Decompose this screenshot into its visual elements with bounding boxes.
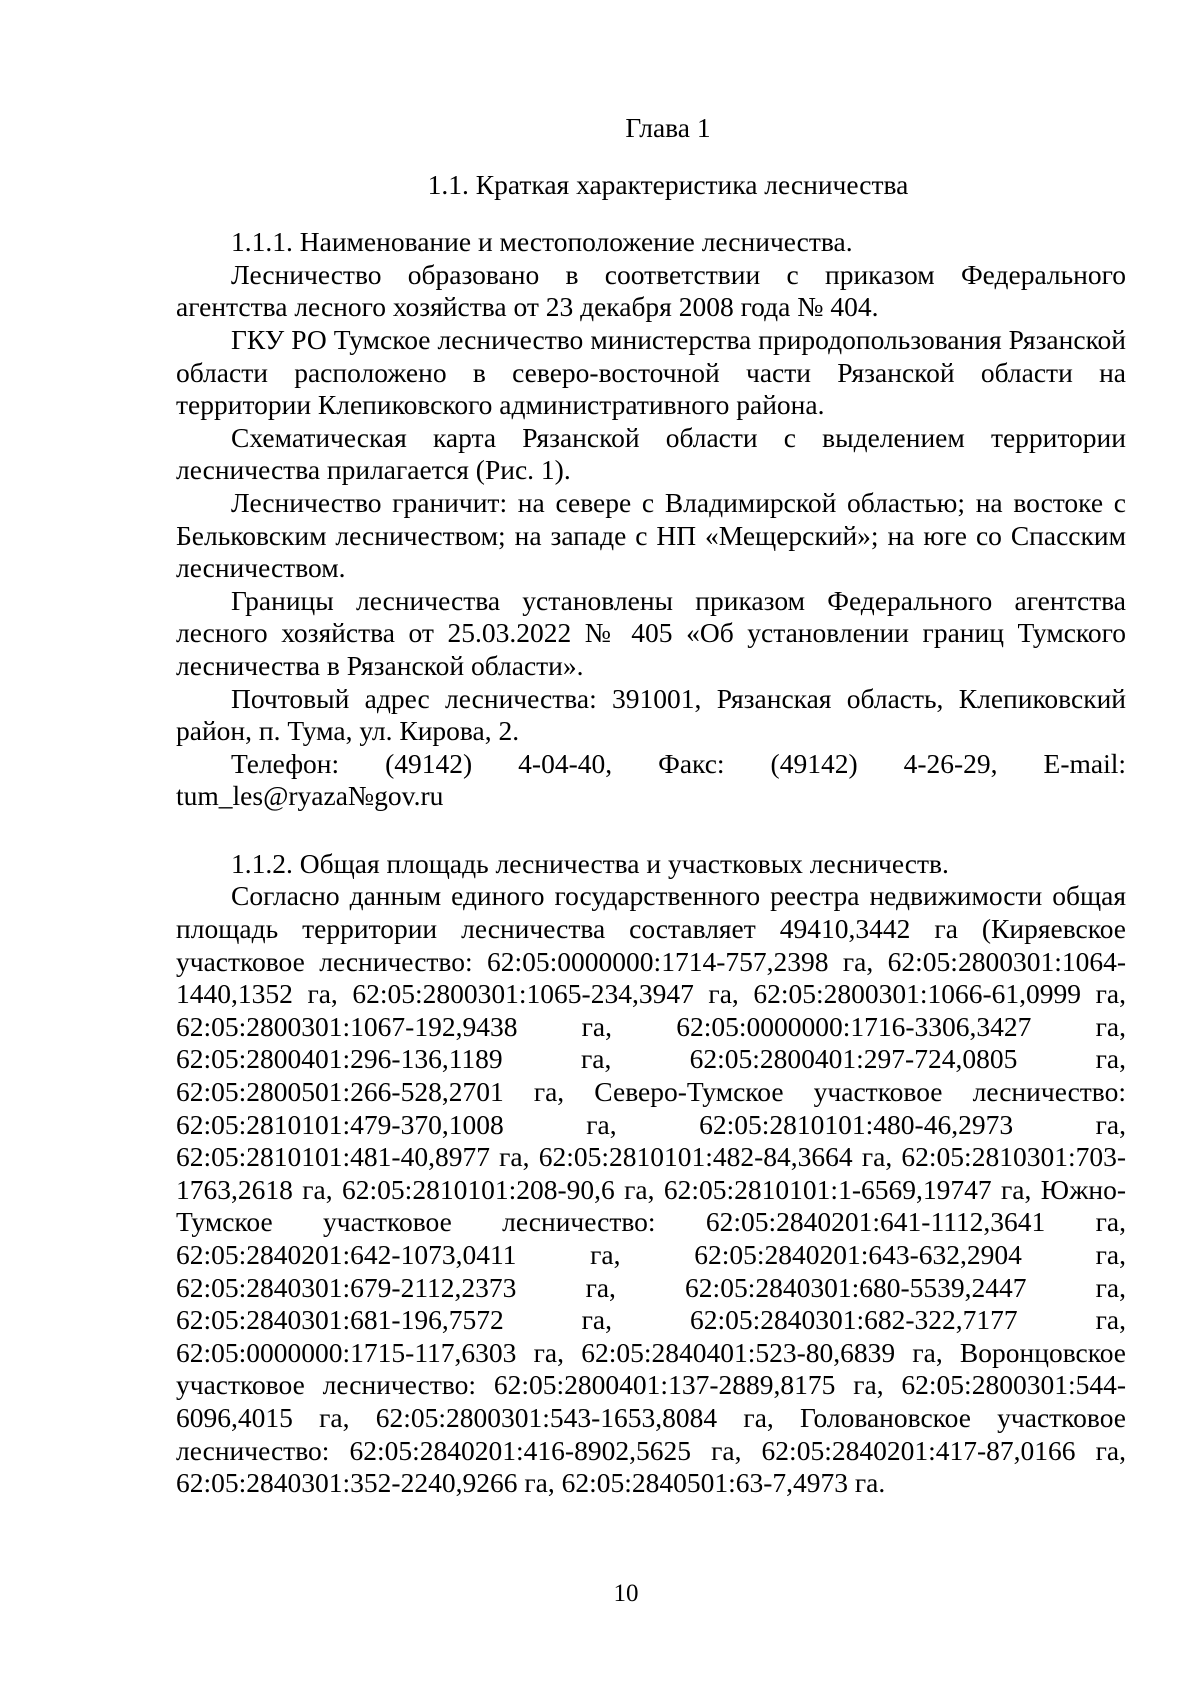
page-number: 10 xyxy=(613,1580,639,1607)
section-title: 1.1. Краткая характеристика лесничества xyxy=(427,168,909,200)
contact-paragraph: Телефон: (49142) 4-04-40, Факс: (49142) 4-26-29, E-mail: tum_les@ryaza№gov.ru xyxy=(176,747,1126,812)
page-content xyxy=(176,112,1126,1500)
subsection-title: 1.1.2. Общая площадь лесничества и участковых лесничеств. xyxy=(231,847,949,879)
paragraph: Границы лесничества установлены приказом Федерального агентства лесного хозяйства от 25.03.2022 № 405 «Об установлении границ Тумского лесничества в Рязанской области». xyxy=(176,584,1126,681)
chapter-title: Глава 1 xyxy=(625,112,711,143)
area-paragraph: Согласно данным единого государственного реестра недвижимости общая площадь территории лесничества составляет 49410,3442 га (Киряевское участковое лесничество: 62:05:0000000:1714-757,2398 га, 62:05:2800301:1064-1440,1352 га, 62:05:2800301:1065-234,3947 га, 62:05:2800301:1066-61,0999 га, 62:05:2800301:1067-192,9438 га, 62:05:0000000:1716-3306,3427 га, 62:05:2800401:296-136,1189 га, 62:05:2800401:297-724,0805 га, 62:05:2800501:266-528,2701 га, Северо-Тумское участковое лесничество: 62:05:2810101:479-370,1008 га, 62:05:2810101:480-46,2973 га, 62:05:2810101:481-40,8977 га, 62:05:2810101:482-84,3664 га, 62:05:2810301:703-1763,2618 га, 62:05:2810101:208-90,6 га, 62:05:2810101:1-6569,19747 га, Южно-Тумское участковое лесничество: 62:05:2840201:641-1112,3641 га, 62:05:2840201:642-1073,0411 га, 62:05:2840201:643-632,2904 га, 62:05:2840301:679-2112,2373 га, 62:05:2840301:680-5539,2447 га, 62:05:2840301:681-196,7572 га, 62:05:2840301:682-322,7177 га, 62:05:0000000:1715-117,6303 га, 62:05:2840401:523-80,6839 га, Воронцовское участковое лесничество: 62:05:2800401:137-2889,8175 га, 62:05:2800301:544-6096,4015 га, 62:05:2800301:543-1653,8084 га, Головановское участковое лесничество: 62:05:2840201:416-8902,5625 га, 62:05:2840201:417-87,0166 га, 62:05:2840301:352-2240,9266 га, 62:05:2840501:63-7,4973 га. xyxy=(176,880,1126,1499)
subsection-title: 1.1.1. Наименование и местоположение лесничества. xyxy=(231,226,853,258)
paragraph: Почтовый адрес лесничества: 391001, Рязанская область, Клепиковский район, п. Тума, ул. Кирова, 2. xyxy=(176,682,1126,747)
paragraph: ГКУ РО Тумское лесничество министерства природопользования Рязанской области расположено в северо-восточной части Рязанской области на территории Клепиковского административного района. xyxy=(176,323,1126,421)
paragraph: Лесничество образовано в соответствии с приказом Федерального агентства лесного хозяйства от 23 декабря 2008 года № 404. xyxy=(176,258,1126,323)
paragraph: Лесничество граничит: на севере с Владимирской областью; на востоке с Бельковским лесничеством; на западе с НП «Мещерский»; на юге со Спасским лесничеством. xyxy=(176,486,1126,584)
section-spacer xyxy=(176,813,1126,848)
paragraph: Схематическая карта Рязанской области с выделением территории лесничества прилагается (Рис. 1). xyxy=(176,421,1126,486)
